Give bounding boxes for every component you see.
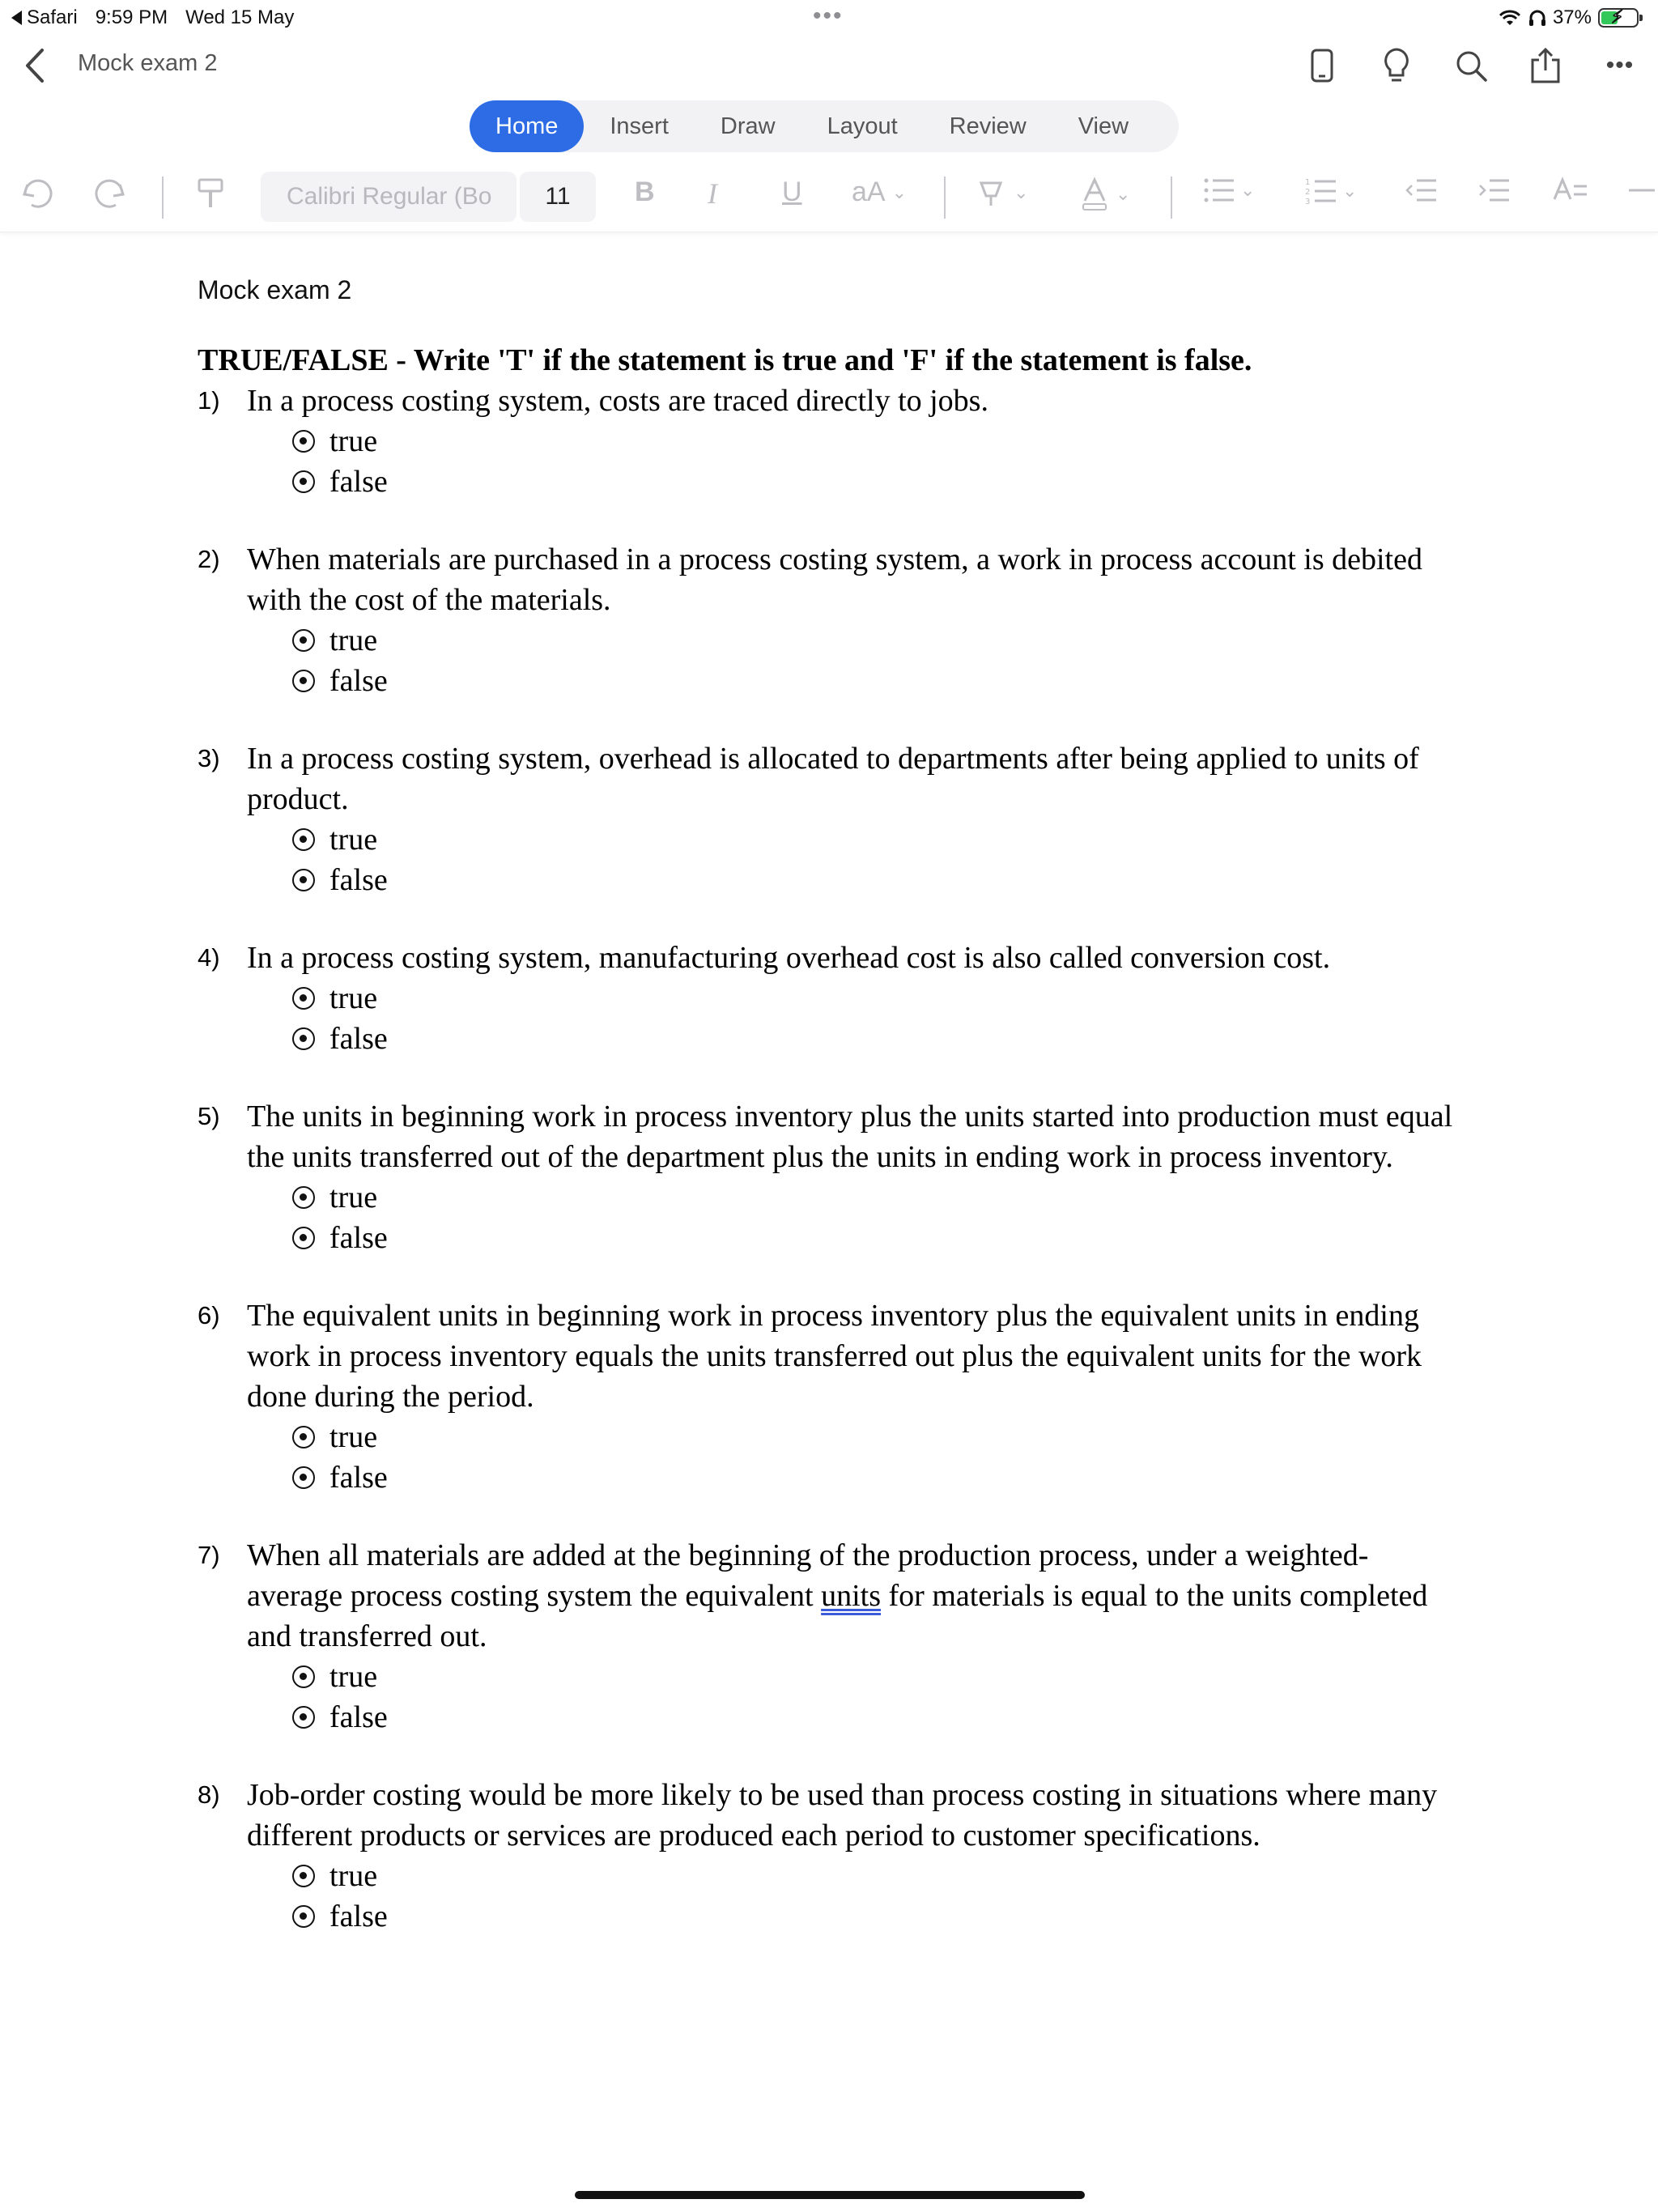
option-false[interactable] bbox=[292, 661, 1460, 701]
option-label: false bbox=[329, 664, 388, 698]
option-label: true bbox=[329, 823, 378, 857]
option-true[interactable] bbox=[292, 1177, 1460, 1218]
tab-layout[interactable]: Layout bbox=[827, 113, 898, 139]
font-size-field[interactable]: 11 bbox=[520, 172, 596, 222]
font-case-label: aA bbox=[852, 177, 886, 207]
radio-icon bbox=[292, 828, 315, 851]
radio-icon bbox=[292, 470, 315, 493]
formatting-toolbar bbox=[0, 162, 1658, 232]
option-label: true bbox=[329, 424, 378, 458]
svg-text:3: 3 bbox=[1305, 198, 1311, 206]
question-number: 5) bbox=[198, 1102, 220, 1130]
chevron-down-icon: ⌄ bbox=[891, 181, 908, 202]
option-label: true bbox=[329, 1420, 378, 1454]
question-number: 7) bbox=[198, 1541, 220, 1569]
question-6 bbox=[198, 1295, 1460, 1498]
option-label: false bbox=[329, 1022, 388, 1056]
option-true[interactable] bbox=[292, 1417, 1460, 1457]
back-triangle-icon bbox=[11, 11, 22, 25]
question-number: 3) bbox=[198, 744, 220, 772]
font-color-icon[interactable] bbox=[1078, 177, 1130, 212]
undo-icon[interactable] bbox=[21, 177, 57, 209]
multitasking-dots-icon[interactable]: ••• bbox=[813, 2, 844, 29]
radio-icon bbox=[292, 1665, 315, 1688]
wifi-icon bbox=[1498, 8, 1522, 28]
option-label: false bbox=[329, 863, 388, 897]
option-true[interactable] bbox=[292, 819, 1460, 860]
bold-button[interactable]: B bbox=[635, 177, 655, 207]
question-number: 1) bbox=[198, 386, 220, 415]
status-time: 9:59 PM bbox=[95, 6, 168, 28]
svg-text:2: 2 bbox=[1305, 188, 1311, 197]
more-options-icon[interactable]: ••• bbox=[1605, 52, 1635, 79]
document-heading: Mock exam 2 bbox=[198, 275, 352, 304]
tab-insert[interactable]: Insert bbox=[610, 113, 669, 139]
option-label: false bbox=[329, 1899, 388, 1933]
question-number: 6) bbox=[198, 1301, 220, 1329]
option-label: false bbox=[329, 465, 388, 499]
radio-icon bbox=[292, 1466, 315, 1489]
redo-icon[interactable] bbox=[91, 177, 126, 209]
radio-icon bbox=[292, 1865, 315, 1887]
tab-draw[interactable]: Draw bbox=[720, 113, 776, 139]
headphones-icon bbox=[1528, 8, 1546, 28]
question-7 bbox=[198, 1535, 1460, 1738]
question-number: 2) bbox=[198, 545, 220, 573]
document-nav-bar bbox=[0, 39, 1658, 96]
search-icon[interactable] bbox=[1449, 44, 1493, 87]
more-toolbar-icon[interactable] bbox=[1626, 177, 1658, 204]
document-title[interactable]: Mock exam 2 bbox=[78, 50, 218, 76]
radio-icon bbox=[292, 1027, 315, 1050]
question-1 bbox=[198, 381, 1460, 502]
chevron-down-icon: ⌄ bbox=[1116, 184, 1131, 204]
back-app-label: Safari bbox=[27, 6, 78, 28]
svg-text:1: 1 bbox=[1305, 178, 1311, 187]
spellcheck-flagged-word[interactable]: units bbox=[821, 1579, 882, 1613]
ribbon-tabs bbox=[470, 100, 1179, 152]
italic-button[interactable]: I bbox=[708, 177, 717, 210]
radio-icon bbox=[292, 1426, 315, 1448]
tab-review[interactable]: Review bbox=[949, 113, 1027, 139]
question-5 bbox=[198, 1096, 1460, 1258]
option-false[interactable] bbox=[292, 1218, 1460, 1258]
radio-icon bbox=[292, 629, 315, 652]
status-bar bbox=[0, 0, 1658, 39]
instructions: TRUE/FALSE - Write 'T' if the statement is true and 'F' if the statement is false. bbox=[198, 343, 1252, 377]
question-3 bbox=[198, 738, 1460, 900]
question-number: 4) bbox=[198, 943, 220, 972]
question-2 bbox=[198, 539, 1460, 701]
share-icon[interactable] bbox=[1524, 44, 1567, 87]
question-text: In a process costing system, manufacturing overhead cost is also called conversion cost. bbox=[247, 941, 1331, 975]
question-text bbox=[247, 1535, 1460, 1657]
battery-percent: 37% bbox=[1552, 6, 1592, 28]
radio-icon bbox=[292, 430, 315, 453]
radio-icon bbox=[292, 869, 315, 891]
radio-icon bbox=[292, 1227, 315, 1249]
option-label: true bbox=[329, 1859, 378, 1893]
option-false[interactable] bbox=[292, 462, 1460, 502]
font-case-button[interactable] bbox=[852, 177, 907, 208]
bullet-list-icon[interactable] bbox=[1203, 177, 1255, 204]
mobile-view-icon[interactable] bbox=[1300, 44, 1344, 87]
option-label: false bbox=[329, 1221, 388, 1255]
back-to-app[interactable] bbox=[11, 6, 78, 29]
battery-icon: ⚡ bbox=[1598, 8, 1639, 28]
option-label: true bbox=[329, 981, 378, 1015]
radio-icon bbox=[292, 987, 315, 1010]
status-date: Wed 15 May bbox=[185, 6, 295, 28]
question-text: Job-order costing would be more likely to be used than process costing in situations where many different products or services are produced each period to customer specifications. bbox=[247, 1778, 1438, 1853]
option-false[interactable] bbox=[292, 1896, 1460, 1937]
question-text: The units in beginning work in process inventory plus the units started into production must equal the units transferred out of the department plus the units in ending work in process inventory. bbox=[247, 1100, 1453, 1174]
option-label: false bbox=[329, 1700, 388, 1734]
option-false[interactable] bbox=[292, 1019, 1460, 1059]
option-true[interactable] bbox=[292, 978, 1460, 1019]
chevron-down-icon: ⌄ bbox=[1014, 182, 1029, 202]
question-number: 8) bbox=[198, 1780, 220, 1809]
back-chevron-icon[interactable] bbox=[18, 45, 53, 86]
option-true[interactable] bbox=[292, 620, 1460, 661]
increase-indent-icon[interactable] bbox=[1478, 177, 1511, 204]
option-label: false bbox=[329, 1461, 388, 1495]
numbered-list-icon[interactable] bbox=[1305, 177, 1357, 206]
format-painter-icon[interactable] bbox=[196, 177, 225, 211]
option-label: true bbox=[329, 1180, 378, 1214]
tab-home[interactable]: Home bbox=[470, 100, 584, 152]
document-body[interactable] bbox=[198, 275, 1460, 1937]
question-4 bbox=[198, 938, 1460, 1059]
question-text-part: for materials is equal to the units completed and transferred out. bbox=[247, 1579, 1428, 1653]
highlight-icon[interactable] bbox=[976, 177, 1028, 209]
decrease-indent-icon[interactable] bbox=[1405, 177, 1438, 204]
option-label: true bbox=[329, 623, 378, 657]
radio-icon bbox=[292, 670, 315, 692]
home-indicator[interactable] bbox=[575, 2191, 1085, 2199]
option-false[interactable] bbox=[292, 1697, 1460, 1738]
lightbulb-icon[interactable] bbox=[1375, 44, 1418, 87]
option-true[interactable] bbox=[292, 1856, 1460, 1896]
question-text: The equivalent units in beginning work in process inventory plus the equivalent units in ending work in process inventory equals the units transferred out plus the equivalent units for the work done during the period. bbox=[247, 1299, 1422, 1414]
question-8 bbox=[198, 1775, 1460, 1937]
underline-button[interactable]: U bbox=[782, 177, 802, 207]
radio-icon bbox=[292, 1186, 315, 1209]
question-text: When materials are purchased in a process costing system, a work in process account is debited with the cost of the materials. bbox=[247, 542, 1422, 617]
question-text: In a process costing system, overhead is allocated to departments after being applied to units of product. bbox=[247, 742, 1419, 816]
option-false[interactable] bbox=[292, 1457, 1460, 1498]
option-label: true bbox=[329, 1660, 378, 1694]
question-text: In a process costing system, costs are traced directly to jobs. bbox=[247, 384, 988, 418]
chevron-down-icon: ⌄ bbox=[1342, 181, 1358, 201]
chevron-down-icon: ⌄ bbox=[1240, 180, 1256, 200]
question-text-part: When all materials are added at the beginning of the production process, under a weighted-average process costing system the equivalent bbox=[247, 1538, 1369, 1613]
text-styles-icon[interactable] bbox=[1553, 177, 1588, 204]
font-name-field[interactable]: Calibri Regular (Bo bbox=[261, 172, 517, 222]
radio-icon bbox=[292, 1905, 315, 1928]
option-false[interactable] bbox=[292, 860, 1460, 900]
option-true[interactable] bbox=[292, 421, 1460, 462]
option-true[interactable] bbox=[292, 1657, 1460, 1697]
radio-icon bbox=[292, 1706, 315, 1729]
tab-view[interactable]: View bbox=[1078, 113, 1129, 139]
